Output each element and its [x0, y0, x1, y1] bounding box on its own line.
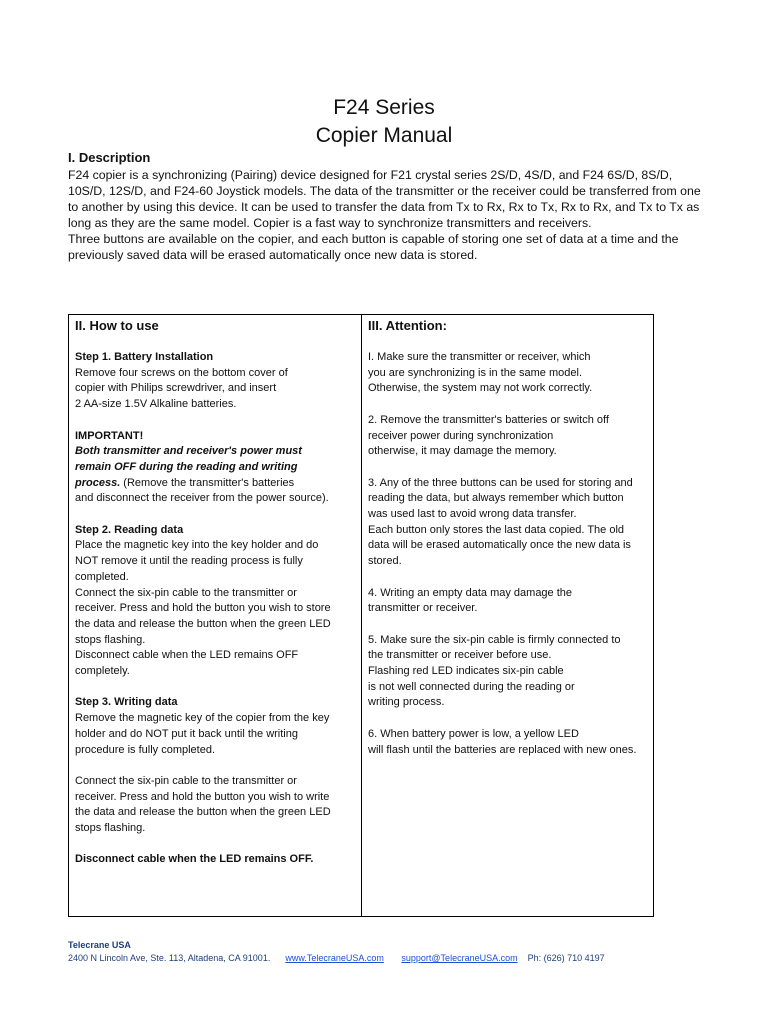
step3-line: procedure is fully completed. [75, 743, 216, 756]
attention-item-3: Each button only stores the last data copied. The old [368, 523, 625, 536]
description-heading: I. Description [68, 150, 151, 165]
step2-line: completely. [75, 665, 130, 678]
page-title: F24 Series [333, 96, 435, 119]
step3-line: the data and release the button when the green LED [75, 806, 331, 819]
column-divider [361, 315, 362, 916]
step2-line: Place the magnetic key into the key holder and do [75, 539, 319, 552]
important-heading: IMPORTANT! [75, 429, 144, 442]
important-warning: Both transmitter and receiver's power must [75, 445, 302, 458]
attention-item-5: 5. Make sure the six-pin cable is firmly connected to [368, 633, 621, 646]
step3-line: Connect the six-pin cable to the transmitter or [75, 774, 297, 787]
step3-line: Remove the magnetic key of the copier from the key [75, 712, 330, 725]
attention-item-5: Flashing red LED indicates six-pin cable [368, 665, 564, 677]
important-warning: process. [75, 476, 121, 489]
instructions-table [68, 314, 654, 917]
step3-line: stops flashing. [75, 822, 146, 835]
important-note: and disconnect the receiver from the power source). [75, 492, 329, 505]
website-link[interactable]: www.TelecraneUSA.com [285, 953, 384, 963]
attention-item-5: is not well connected during the reading or [368, 680, 575, 693]
attention-item-3: reading the data, but always remember which button [368, 492, 624, 505]
step2-line: the data and release the button when the green LED [75, 617, 331, 630]
description-paragraph-2: Three buttons are available on the copier, and each button is capable of storing one set of data at a time and the previously saved data will be erased automatically once new data is stored. [68, 232, 679, 262]
step2-line: Connect the six-pin cable to the transmitter or [75, 586, 297, 599]
footer-phone: Ph: (626) 710 4197 [527, 953, 605, 963]
footer-address: 2400 N Lincoln Ave, Ste. 113, Altadena, CA 91001. [68, 953, 271, 963]
step2-line: NOT remove it until the reading process is fully [75, 555, 303, 568]
step1-line: copier with Philips screwdriver, and insert [75, 382, 277, 395]
attention-item-6: 6. When battery power is low, a yellow LED [368, 727, 579, 740]
step2-line: completed. [75, 570, 129, 583]
important-line [75, 476, 357, 492]
attention-item-3: stored. [368, 555, 402, 568]
attention-item-5: the transmitter or receiver before use. [368, 649, 552, 662]
description-body [68, 167, 708, 263]
attention-item-4: transmitter or receiver. [368, 602, 478, 615]
attention-item-3: was used last to avoid wrong data transfer. [368, 508, 577, 520]
attention-item-3: 3. Any of the three buttons can be used for storing and [368, 476, 633, 489]
step1-line: Remove four screws on the bottom cover of [75, 366, 288, 379]
step3-line: receiver. Press and hold the button you wish to write [75, 790, 330, 803]
step2-line: receiver. Press and hold the button you wish to store [75, 602, 331, 615]
footer [68, 939, 605, 965]
step1-line: 2 AA-size 1.5V Alkaline batteries. [75, 398, 237, 411]
footer-company: Telecrane USA [68, 940, 131, 950]
important-warning: remain OFF during the reading and writing [75, 460, 298, 473]
attention-item-2: 2. Remove the transmitter's batteries or switch off [368, 413, 609, 426]
attention-column [368, 315, 652, 758]
description-paragraph-1: F24 copier is a synchronizing (Pairing) device designed for F21 crystal series 2S/D, 4S/D, and F24 6S/D, 8S/D, 10S/D, 12S/D, and F24-60 Joystick models. The data of the transmitter or the receiver could be transferred from one to another by using this device. It can be used to transfer the data from Tx to Rx, Rx to Tx, Rx to Rx, and Tx to Tx as long as they are the same model. Copier is a fast way to synchronize transmitters and receivers. [68, 168, 701, 230]
how-to-use-column [75, 315, 357, 868]
attention-item-5: writing process. [368, 696, 445, 709]
attention-item-1: I. Make sure the transmitter or receiver, which [368, 351, 591, 363]
final-note: Disconnect cable when the LED remains OFF. [75, 853, 314, 866]
attention-item-6: will flash until the batteries are replaced with new ones. [368, 743, 637, 756]
attention-heading: III. Attention: [368, 318, 447, 333]
step1-heading: Step 1. Battery Installation [75, 351, 214, 363]
step2-line: stops flashing. [75, 633, 146, 646]
step3-heading: Step 3. Writing data [75, 696, 178, 709]
step2-line: Disconnect cable when the LED remains OFF [75, 649, 299, 662]
attention-item-2: otherwise, it may damage the memory. [368, 445, 557, 458]
email-link[interactable]: support@TelecraneUSA.com [401, 953, 518, 963]
attention-item-2: receiver power during synchronization [368, 429, 554, 442]
attention-item-3: data will be erased automatically once the new data is [368, 539, 631, 552]
page-subtitle: Copier Manual [315, 124, 453, 147]
attention-item-1: you are synchronizing is in the same model. [368, 366, 582, 379]
step3-line: holder and do NOT put it back until the writing [75, 727, 298, 740]
important-note: (Remove the transmitter's batteries [120, 476, 295, 489]
attention-item-4: 4. Writing an empty data may damage the [368, 586, 573, 599]
footer-contact [68, 952, 605, 965]
attention-item-1: Otherwise, the system may not work correctly. [368, 382, 593, 395]
how-to-use-heading: II. How to use [75, 318, 159, 333]
step2-heading: Step 2. Reading data [75, 523, 184, 536]
